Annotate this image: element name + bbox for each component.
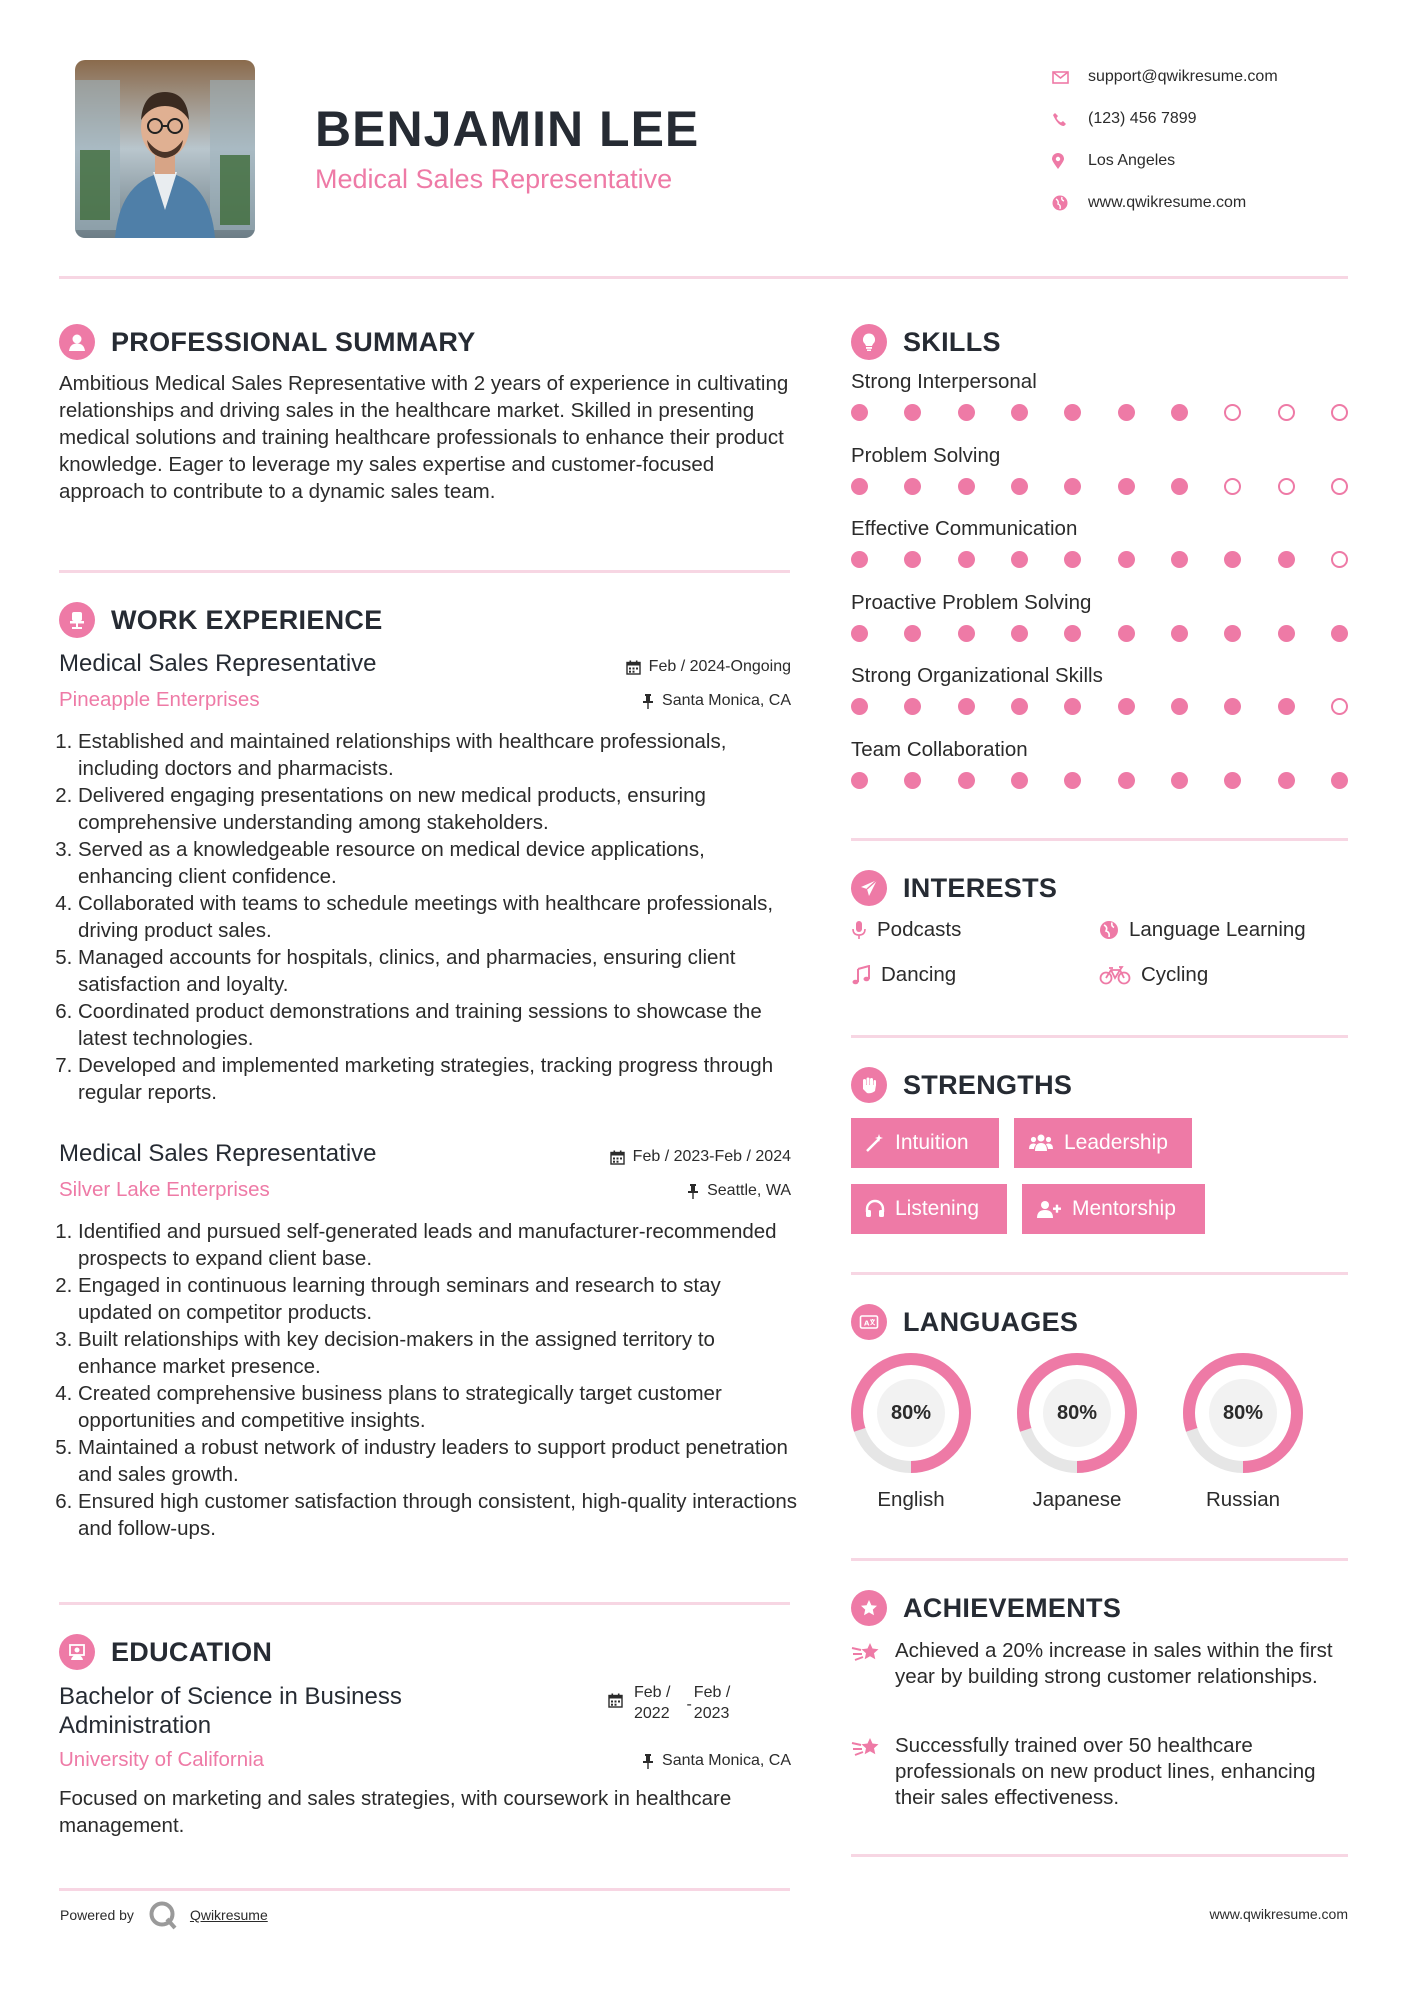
- lightbulb-icon: [851, 324, 887, 360]
- contact-website-text: www.qwikresume.com: [1088, 194, 1247, 211]
- music-note-icon: [851, 965, 871, 985]
- rating-dot-filled: [1011, 698, 1028, 715]
- rating-dot-filled: [1118, 698, 1135, 715]
- language-ring: [1182, 1352, 1304, 1474]
- star-badge-icon: [851, 1590, 887, 1626]
- job-1-bullet-6: 6. Coordinated product demonstrations and training sessions to showcase the latest technologies.: [78, 998, 798, 1052]
- job-1-bullet-7: 7. Developed and implemented marketing strategies, tracking progress through regular reports.: [78, 1052, 798, 1106]
- rating-dot-filled: [1064, 404, 1081, 421]
- education-date-start: [634, 1682, 670, 1724]
- rating-dot-filled: [1278, 551, 1295, 568]
- globe-icon: [1050, 195, 1088, 211]
- rating-dot-filled: [1278, 772, 1295, 789]
- bicycle-icon: [1099, 965, 1131, 985]
- header-divider: [59, 276, 1348, 279]
- skill-item: [851, 370, 1351, 421]
- calendar-icon: [608, 1693, 623, 1708]
- interest-language-learning-label: Language Learning: [1129, 918, 1306, 941]
- job-1-company: Pineapple Enterprises: [59, 688, 260, 711]
- rating-dot-filled: [904, 478, 921, 495]
- rating-dot-filled: [1331, 772, 1348, 789]
- education-date-start-year: 2022: [634, 1705, 670, 1722]
- strengths-title: STRENGTHS: [903, 1069, 1073, 1100]
- user-plus-icon: [1036, 1199, 1062, 1219]
- job-2-bullet-3: 3. Built relationships with key decision-makers in the assigned territory to enhance market presence.: [78, 1326, 798, 1380]
- skill-name: Strong Organizational Skills: [851, 664, 1103, 687]
- pin-icon: [642, 1754, 654, 1769]
- rating-dot-filled: [851, 551, 868, 568]
- summary-divider: [59, 570, 790, 573]
- language-name: English: [877, 1488, 945, 1511]
- rating-dot-filled: [904, 404, 921, 421]
- strength-listening-label: Listening: [895, 1197, 980, 1220]
- rating-dot-empty: [1331, 404, 1348, 421]
- rating-dot-filled: [1118, 625, 1135, 642]
- languages-divider: [851, 1558, 1348, 1561]
- achievement-1: [851, 1638, 1351, 1690]
- job-1-bullets: [58, 728, 798, 1106]
- contact-website[interactable]: [1050, 182, 1380, 224]
- language-item: [1182, 1352, 1304, 1512]
- skill-name: Effective Communication: [851, 517, 1078, 540]
- rating-dot-filled: [1064, 551, 1081, 568]
- strength-mentorship: [1022, 1184, 1205, 1234]
- rating-dot-filled: [1118, 772, 1135, 789]
- achievement-1-text: Achieved a 20% increase in sales within the first year by building strong customer relationships.: [895, 1639, 1333, 1688]
- education-heading: [59, 1634, 272, 1670]
- language-percent: 80%: [890, 1401, 932, 1424]
- job-2-location: [687, 1182, 791, 1200]
- experience-divider: [59, 1602, 790, 1605]
- calendar-icon: [610, 1150, 625, 1165]
- job-1-date-text: Feb / 2024-Ongoing: [648, 658, 791, 675]
- rating-dot-filled: [1278, 698, 1295, 715]
- candidate-name: BENJAMIN LEE: [315, 101, 700, 157]
- language-name: Japanese: [1032, 1488, 1122, 1511]
- magic-wand-icon: [865, 1133, 885, 1153]
- job-2-company: Silver Lake Enterprises: [59, 1178, 270, 1201]
- rating-dot-filled: [1171, 551, 1188, 568]
- graduation-icon: [59, 1634, 95, 1670]
- skill-name: Proactive Problem Solving: [851, 590, 1092, 614]
- rating-dot-filled: [851, 404, 868, 421]
- language-icon: [851, 1304, 887, 1340]
- rating-dot-filled: [1118, 478, 1135, 495]
- job-1-bullet-3: 3. Served as a knowledgeable resource on medical device applications, enhancing client confidence.: [78, 836, 798, 890]
- contact-phone-text: (123) 456 7899: [1088, 110, 1197, 127]
- skill-item: [851, 738, 1351, 789]
- rating-dot-filled: [1011, 404, 1028, 421]
- job-1-date: [626, 658, 791, 676]
- job-2-bullet-1: 1. Identified and pursued self-generated leads and manufacturer-recommended prospects to expand client base.: [78, 1218, 798, 1272]
- job-2-bullet-5: 5. Maintained a robust network of industry leaders to support product penetration and sales growth.: [78, 1434, 798, 1488]
- paper-plane-icon: [851, 870, 887, 906]
- rating-dot-filled: [1011, 772, 1028, 789]
- job-2-date-text: Feb / 2023-Feb / 2024: [632, 1148, 791, 1165]
- skill-item: [851, 664, 1351, 715]
- job-1-location: [642, 692, 791, 710]
- education-location: [642, 1752, 791, 1770]
- microphone-icon: [851, 920, 867, 940]
- skill-rating: [851, 478, 1348, 495]
- rating-dot-empty: [1331, 551, 1348, 568]
- rating-dot-filled: [1064, 625, 1081, 642]
- job-2-bullet-4: 4. Created comprehensive business plans to strategically target customer opportunities and competitive insights.: [78, 1380, 798, 1434]
- rating-dot-filled: [1224, 698, 1241, 715]
- strength-intuition-label: Intuition: [895, 1131, 969, 1154]
- job-2-bullet-2: 2. Engaged in continuous learning through seminars and research to stay updated on competitor products.: [78, 1272, 798, 1326]
- achievement-2: [851, 1733, 1351, 1811]
- summary-text: Ambitious Medical Sales Representative with 2 years of experience in cultivating relationships and driving sales in the healthcare market. Skilled in presenting medical solutions and training healthcare professionals to enhance their product knowledge. Eager to leverage my sales expertise and customer-focused approach to contribute to a dynamic sales team.: [59, 372, 789, 503]
- language-ring: [1016, 1352, 1138, 1474]
- education-school: University of California: [59, 1748, 265, 1771]
- achievements-title: ACHIEVEMENTS: [903, 1592, 1122, 1623]
- rating-dot-filled: [1171, 404, 1188, 421]
- rating-dot-filled: [1171, 772, 1188, 789]
- education-date: [608, 1682, 730, 1724]
- map-pin-icon: [1050, 153, 1088, 169]
- interests-heading: [851, 870, 1057, 906]
- education-date-separator: -: [686, 1696, 692, 1713]
- shooting-star-icon: [851, 1735, 883, 1761]
- skills-divider: [851, 838, 1348, 841]
- rating-dot-filled: [1064, 478, 1081, 495]
- skill-name: Problem Solving: [851, 443, 1001, 467]
- rating-dot-filled: [1331, 625, 1348, 642]
- interest-dancing: [851, 963, 956, 987]
- interest-dancing-label: Dancing: [881, 963, 957, 986]
- job-1-title: Medical Sales Representative: [59, 650, 377, 677]
- job-1-bullet-4: 4. Collaborated with teams to schedule meetings with healthcare professionals, driving product sales.: [78, 890, 798, 944]
- headphones-icon: [865, 1199, 885, 1219]
- skill-name: Strong Interpersonal: [851, 370, 1037, 393]
- achievements-divider: [851, 1854, 1348, 1857]
- rating-dot-filled: [1224, 551, 1241, 568]
- chair-icon: [59, 602, 95, 638]
- user-icon: [59, 324, 95, 360]
- job-2-date: [610, 1148, 791, 1166]
- strength-leadership-label: Leadership: [1064, 1131, 1168, 1154]
- rating-dot-filled: [904, 698, 921, 715]
- languages-heading: [851, 1304, 1078, 1340]
- education-title: EDUCATION: [111, 1636, 273, 1667]
- rating-dot-filled: [958, 478, 975, 495]
- contact-location-text: Los Angeles: [1088, 152, 1176, 169]
- globe-icon: [1099, 920, 1119, 940]
- rating-dot-filled: [851, 698, 868, 715]
- rating-dot-filled: [1064, 772, 1081, 789]
- rating-dot-filled: [851, 478, 868, 495]
- rating-dot-filled: [851, 772, 868, 789]
- job-1-bullet-2: 2. Delivered engaging presentations on new medical products, ensuring comprehensive understanding among stakeholders.: [78, 782, 798, 836]
- rating-dot-empty: [1224, 404, 1241, 421]
- rating-dot-filled: [1011, 478, 1028, 495]
- job-2-location-text: Seattle, WA: [707, 1182, 791, 1199]
- education-location-text: Santa Monica, CA: [662, 1752, 791, 1769]
- rating-dot-filled: [958, 772, 975, 789]
- skill-rating: [851, 404, 1348, 421]
- language-percent: 80%: [1056, 1401, 1098, 1424]
- contact-list: [1050, 56, 1380, 224]
- experience-title: WORK EXPERIENCE: [111, 604, 383, 635]
- footer-powered-by: [60, 1900, 268, 1930]
- rating-dot-filled: [904, 625, 921, 642]
- strength-mentorship-label: Mentorship: [1072, 1197, 1176, 1220]
- education-divider: [59, 1888, 790, 1891]
- strengths-divider: [851, 1272, 1348, 1275]
- interest-cycling: [1099, 963, 1208, 987]
- phone-icon: [1050, 112, 1088, 127]
- calendar-icon: [626, 660, 641, 675]
- languages-title: LANGUAGES: [903, 1306, 1079, 1337]
- profile-photo-image: [75, 60, 255, 238]
- achievement-2-text: Successfully trained over 50 healthcare professionals on new product lines, enhancing their sales effectiveness.: [895, 1734, 1316, 1809]
- education-degree: [59, 1682, 402, 1740]
- interest-cycling-label: Cycling: [1141, 963, 1209, 986]
- rating-dot-filled: [958, 551, 975, 568]
- job-2-title: Medical Sales Representative: [59, 1140, 377, 1167]
- language-percent: 80%: [1222, 1401, 1264, 1424]
- skill-rating: [851, 772, 1348, 789]
- footer-powered-label: Powered by: [60, 1907, 134, 1923]
- rating-dot-filled: [904, 551, 921, 568]
- rating-dot-empty: [1224, 478, 1241, 495]
- strength-listening: [851, 1184, 1007, 1234]
- rating-dot-filled: [1171, 698, 1188, 715]
- job-2-bullet-6: 6. Ensured high customer satisfaction through consistent, high-quality interactions and follow-ups.: [78, 1488, 798, 1542]
- skill-item: [851, 444, 1351, 495]
- contact-email-text: support@qwikresume.com: [1088, 68, 1278, 85]
- skill-rating: [851, 625, 1348, 642]
- language-ring: [850, 1352, 972, 1474]
- fist-icon: [851, 1067, 887, 1103]
- candidate-title: Medical Sales Representative: [315, 164, 673, 194]
- education-date-end-month: Feb /: [693, 1684, 731, 1701]
- rating-dot-filled: [958, 404, 975, 421]
- rating-dot-empty: [1331, 698, 1348, 715]
- education-degree-line-2: Administration: [59, 1712, 212, 1739]
- rating-dot-filled: [904, 772, 921, 789]
- achievements-heading: [851, 1590, 1121, 1626]
- contact-email[interactable]: [1050, 56, 1380, 98]
- skill-name: Team Collaboration: [851, 737, 1028, 761]
- education-description: Focused on marketing and sales strategies, with coursework in healthcare management.: [59, 1787, 732, 1837]
- job-1-bullet-1: 1. Established and maintained relationships with healthcare professionals, including doctors and pharmacists.: [78, 728, 798, 782]
- interests-divider: [851, 1035, 1348, 1038]
- interest-language-learning: [1099, 918, 1306, 942]
- profile-photo: [75, 60, 255, 238]
- job-1-location-text: Santa Monica, CA: [662, 692, 791, 709]
- education-date-end: [686, 1682, 730, 1724]
- qwikresume-logo-icon: [148, 1900, 178, 1930]
- footer-url[interactable]: www.qwikresume.com: [1209, 1906, 1348, 1922]
- shooting-star-icon: [851, 1640, 883, 1666]
- strength-leadership: [1014, 1118, 1192, 1168]
- rating-dot-filled: [958, 698, 975, 715]
- contact-location: [1050, 140, 1380, 182]
- rating-dot-filled: [1171, 478, 1188, 495]
- interest-podcasts: [851, 918, 961, 942]
- users-icon: [1028, 1133, 1054, 1153]
- svg-text:A: A: [864, 1319, 870, 1328]
- pin-icon: [642, 694, 654, 709]
- pin-icon: [687, 1184, 699, 1199]
- education-date-end-year: 2023: [693, 1705, 730, 1722]
- interest-podcasts-label: Podcasts: [877, 918, 962, 941]
- rating-dot-empty: [1278, 478, 1295, 495]
- skill-item: [851, 591, 1351, 642]
- job-2-bullets: [58, 1218, 798, 1542]
- contact-phone[interactable]: [1050, 98, 1380, 140]
- envelope-icon: [1050, 71, 1088, 84]
- rating-dot-filled: [1171, 625, 1188, 642]
- strengths-heading: [851, 1067, 1072, 1103]
- rating-dot-filled: [1224, 772, 1241, 789]
- education-degree-line-1: Bachelor of Science in Business: [59, 1683, 402, 1710]
- rating-dot-filled: [1011, 625, 1028, 642]
- rating-dot-filled: [958, 625, 975, 642]
- language-name: Russian: [1205, 1488, 1281, 1511]
- rating-dot-filled: [1118, 404, 1135, 421]
- rating-dot-filled: [1011, 551, 1028, 568]
- summary-heading: [59, 324, 476, 360]
- rating-dot-empty: [1331, 478, 1348, 495]
- skills-heading: [851, 324, 1001, 360]
- language-item: [1016, 1352, 1138, 1512]
- language-item: [850, 1352, 972, 1512]
- experience-heading: [59, 602, 383, 638]
- rating-dot-filled: [1278, 625, 1295, 642]
- footer-brand-link[interactable]: Qwikresume: [189, 1907, 268, 1923]
- summary-title: PROFESSIONAL SUMMARY: [111, 326, 476, 357]
- education-date-start-month: Feb /: [634, 1684, 671, 1701]
- rating-dot-empty: [1278, 404, 1295, 421]
- skill-item: [851, 517, 1351, 568]
- interests-title: INTERESTS: [903, 872, 1058, 903]
- skill-rating: [851, 698, 1348, 715]
- strength-intuition: [851, 1118, 999, 1168]
- rating-dot-filled: [1064, 698, 1081, 715]
- rating-dot-filled: [851, 625, 868, 642]
- rating-dot-filled: [1224, 625, 1241, 642]
- skill-rating: [851, 551, 1348, 568]
- job-1-bullet-5: 5. Managed accounts for hospitals, clinics, and pharmacies, ensuring client satisfaction and loyalty.: [78, 944, 798, 998]
- skills-title: SKILLS: [903, 326, 1001, 357]
- rating-dot-filled: [1118, 551, 1135, 568]
